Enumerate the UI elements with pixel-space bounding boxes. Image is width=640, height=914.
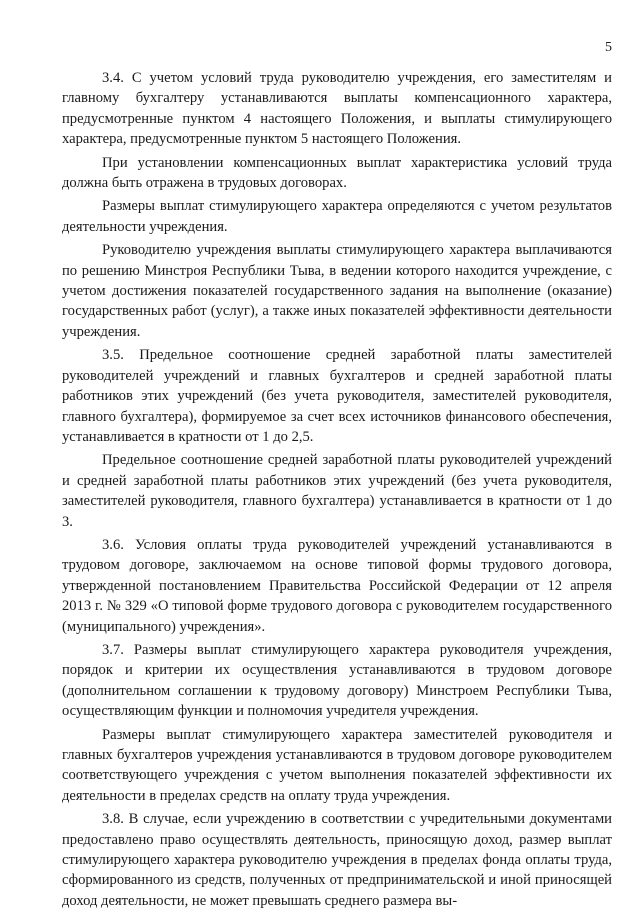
document-body bbox=[62, 68, 612, 914]
paragraph-salary-ratio: Предельное соотношение средней заработной платы руководителей учреждений и средней заработной платы работников этих учреждений (без учета руководителя, заместителей руководителя, главного бухгалтера) устанавливается в кратности от 1 до 3. bbox=[62, 452, 612, 530]
paragraph-3-4: 3.4. С учетом условий труда руководителю учреждения, его заместителям и главному бухгалтеру устанавливаются выплаты компенсационного характера, предусмотренные пунктом 4 настоящего Положения, и выплаты стимулирующего характера, предусмотренные пунктом 5 настоящего Положения. bbox=[62, 70, 612, 148]
paragraph-stimulating-amounts: Размеры выплат стимулирующего характера определяются с учетом результатов деятельности учреждения. bbox=[62, 198, 612, 235]
paragraph-3-8: 3.8. В случае, если учреждению в соответствии с учредительными документами предоставлено право осуществлять деятельность, приносящую доход, размер выплат стимулирующего характера руководителю учреждения в пределах фонда оплаты труда, сформированного из средств, полученных от предпринимательской и иной приносящей доход деятельности, не может превышать среднего размера вы- bbox=[62, 811, 612, 909]
paragraph-compensation-conditions: При установлении компенсационных выплат характеристика условий труда должна быть отражена в трудовых договорах. bbox=[62, 154, 612, 192]
paragraph-3-6: 3.6. Условия оплаты труда руководителей учреждений устанавливаются в трудовом договоре, заключаемом на основе типовой формы трудового договора, утвержденной постановлением Правительства Российской Федерации от 12 апреля 2013 г. № 329 «О типовой форме трудового договора с руководителем государственного (муниципального) учреждения». bbox=[62, 536, 612, 635]
paragraph-3-5: 3.5. Предельное соотношение средней заработной платы заместителей руководителей учреждений и главных бухгалтеров и средней заработной платы работников этих учреждений (без учета руководителя, заместителей руководителя, главного бухгалтера), формируемое за счет всех источников финансового обеспечения, устанавливается в кратности от 1 до 2,5. bbox=[62, 347, 612, 445]
paragraph-3-7: 3.7. Размеры выплат стимулирующего характера руководителя учреждения, порядок и критерии их осуществления устанавливаются в трудовом договоре (дополнительном соглашении к трудовому договору) Минстроем Республики Тыва, осуществляющим функции и полномочия учредителя учреждения. bbox=[62, 641, 612, 720]
paragraph-deputy-payments: Размеры выплат стимулирующего характера заместителей руководителя и главных бухгалтеров учреждения устанавливаются в трудовом договоре руководителем соответствующего учреждения с учетом выполнения показателей эффективности их деятельности в пределах средств на оплату труда учреждения. bbox=[62, 726, 612, 804]
paragraph-director-payments: Руководителю учреждения выплаты стимулирующего характера выплачиваются по решению Минстроя Республики Тыва, в ведении которого находится учреждение, с учетом достижения показателей государственного задания на выполнение (оказание) государственных работ (услуг), а также иных показателей эффективности деятельности учреждения. bbox=[62, 242, 612, 340]
page-number: 5 bbox=[605, 40, 612, 55]
